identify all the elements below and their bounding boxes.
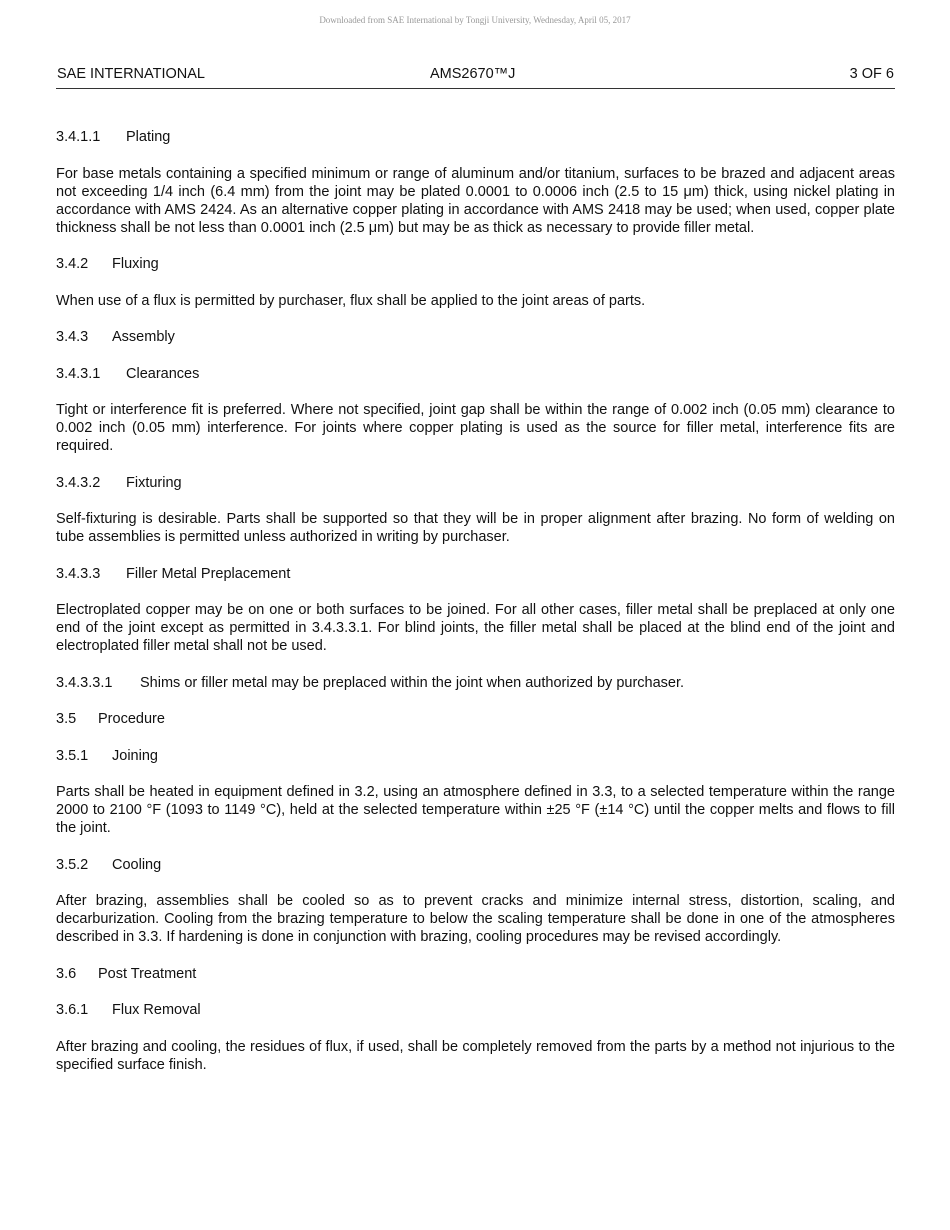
section-title: Fixturing: [126, 474, 182, 491]
section-title: Assembly: [112, 329, 175, 345]
section-number: 3.6.1: [56, 1002, 89, 1018]
paragraph-joining: Parts shall be heated in equipment defined in 3.2, using an atmosphere defined in 3.3, to a selected temperature within the range 2000 to 2100 °F (1093 to 1149 °C), held at the selected temperature within ±25 °F (±14 °C) until the copper melts and flows to fill the joint.: [56, 784, 895, 836]
header-organization: SAE INTERNATIONAL: [57, 66, 205, 82]
section-number: 3.6: [56, 965, 77, 982]
download-notice: Downloaded from SAE International by Tongji University, Wednesday, April 05, 2017: [319, 15, 631, 25]
section-number: 3.4.3.1: [56, 365, 101, 382]
section-number: 3.4.3.3.1: [56, 674, 113, 691]
section-title: Post Treatment: [98, 965, 197, 982]
section-heading-3-6-1: [56, 1001, 895, 1019]
header-page-number: 3 OF 6: [849, 66, 894, 82]
section-title: Joining: [112, 747, 158, 764]
section-title: Filler Metal Preplacement: [126, 565, 291, 582]
section-number: 3.5.1: [56, 747, 89, 764]
section-heading-3-4-2: [56, 255, 895, 273]
paragraph-plating: For base metals containing a specified minimum or range of aluminum and/or titanium, surfaces to be brazed and adjacent areas not exceeding 1/4 inch (6.4 mm) from the joint may be plated 0.0001 to 0.0006 inch (2.5 to 15 μm) thick, using nickel plating in accordance with AMS 2424. As an alternative copper plating in accordance with AMS 2418 may be used; when used, copper plate thickness shall be not less than 0.0001 inch (2.5 μm) but may be as thick as necessary to provide filler metal.: [56, 165, 895, 236]
document-body: [56, 128, 895, 1092]
section-heading-3-5-1: [56, 747, 895, 765]
section-heading-3-4-3-3: [56, 565, 895, 583]
section-heading-3-4-1-1: [56, 128, 895, 146]
section-heading-3-4-3-3-1: [56, 674, 895, 692]
section-number: 3.4.2: [56, 256, 89, 272]
paragraph-clearances: Tight or interference fit is preferred. Where not specified, joint gap shall be within the range of 0.002 inch (0.05 mm) clearance to 0.002 inch (0.05 mm) interference. For joints where copper plating is used as the source for filler metal, interference fits are required.: [56, 402, 895, 454]
paragraph-fluxing: When use of a flux is permitted by purchaser, flux shall be applied to the joint areas of parts.: [56, 292, 646, 309]
section-heading-3-4-3: [56, 328, 895, 346]
page-header: [56, 66, 895, 89]
section-title: Plating: [126, 129, 171, 145]
section-title: Procedure: [98, 711, 165, 727]
section-number: 3.4.3.2: [56, 474, 101, 491]
paragraph-cooling: After brazing, assemblies shall be cooled so as to prevent cracks and minimize internal stress, distortion, scaling, and decarburization. Cooling from the brazing temperature to below the scaling temperature shall be done in one of the atmospheres described in 3.3. If hardening is done in conjunction with brazing, cooling procedures may be revised accordingly.: [56, 893, 895, 945]
section-title: Fluxing: [112, 256, 159, 272]
section-number: 3.5.2: [56, 856, 89, 873]
section-heading-3-5-2: [56, 856, 895, 874]
section-title: Flux Removal: [112, 1002, 201, 1018]
section-title: Cooling: [112, 856, 162, 873]
section-number: 3.4.1.1: [56, 129, 101, 145]
section-text: Shims or filler metal may be preplaced within the joint when authorized by purchaser.: [140, 674, 685, 691]
paragraph-flux-removal: After brazing and cooling, the residues of flux, if used, shall be completely removed from the parts by a method not injurious to the specified surface finish.: [56, 1038, 895, 1073]
section-number: 3.4.3.3: [56, 565, 101, 582]
section-heading-3-5: [56, 710, 895, 728]
paragraph-fixturing: Self-fixturing is desirable. Parts shall be supported so that they will be in proper alignment after brazing. No form of welding on tube assemblies is permitted unless authorized in writing by purchaser.: [56, 511, 895, 545]
section-heading-3-4-3-2: [56, 474, 895, 492]
section-heading-3-6: [56, 965, 895, 983]
section-heading-3-4-3-1: [56, 365, 895, 383]
section-title: Clearances: [126, 365, 200, 382]
section-number: 3.4.3: [56, 329, 89, 345]
paragraph-filler-metal-preplacement: Electroplated copper may be on one or both surfaces to be joined. For all other cases, filler metal shall be preplaced at only one end of the joint except as permitted in 3.4.3.3.1. For blind joints, the filler metal shall be placed at the blind end of the joint and electroplated filler metal shall not be used.: [56, 602, 895, 654]
header-document-id: AMS2670™J: [430, 66, 516, 82]
section-number: 3.5: [56, 711, 77, 727]
